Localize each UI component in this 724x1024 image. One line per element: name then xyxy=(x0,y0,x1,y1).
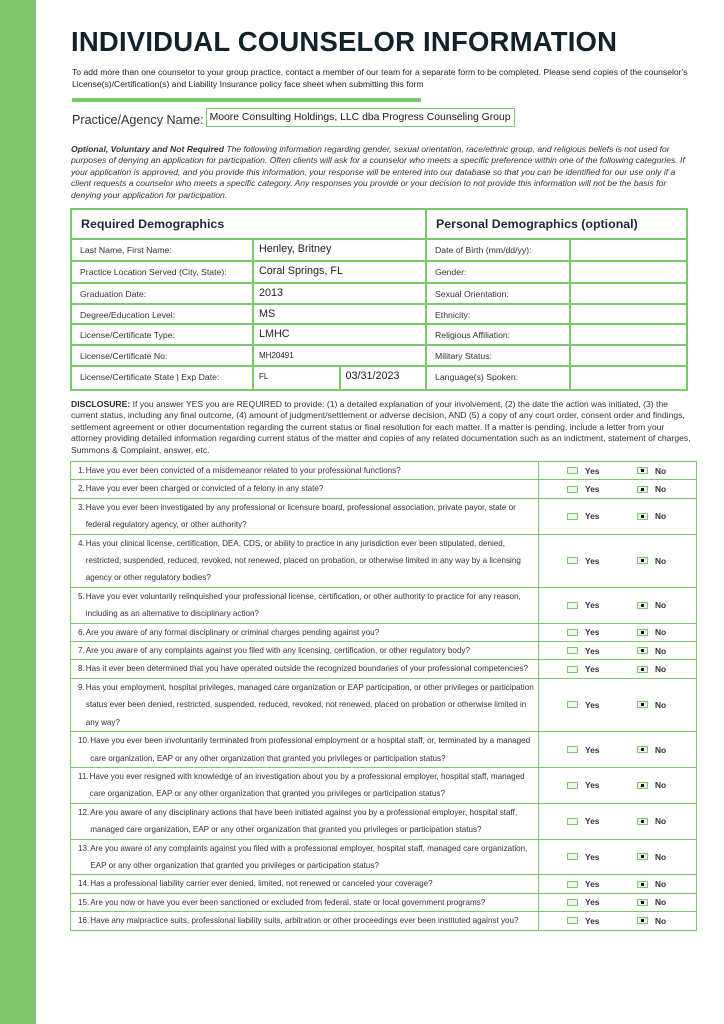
yes-label: Yes xyxy=(585,627,600,638)
graduation-date-field[interactable]: 2013 xyxy=(259,287,284,299)
question-text-cell xyxy=(71,535,539,587)
personal-demographics-title: Personal Demographics (optional) xyxy=(427,210,686,240)
no-option[interactable] xyxy=(637,556,666,566)
no-option[interactable] xyxy=(637,916,666,926)
question-text-cell xyxy=(71,894,539,911)
question-row xyxy=(71,679,696,732)
no-checkbox[interactable] xyxy=(637,486,648,493)
no-checkbox[interactable] xyxy=(637,899,648,906)
field-label: Graduation Date: xyxy=(72,284,254,303)
answer-cell xyxy=(539,588,696,623)
demo-row-orientation xyxy=(427,284,686,305)
disclosure-text xyxy=(71,399,697,456)
yes-checkbox[interactable] xyxy=(567,899,578,906)
question-text: Have you ever been involuntarily terminated from professional employment or a hospital staff, or, terminated by a managed care organization, EAP or any other organization that granted you privileges or participation status? xyxy=(90,736,531,763)
no-label: No xyxy=(655,744,667,755)
gender-field[interactable] xyxy=(571,262,686,282)
no-option[interactable] xyxy=(637,780,666,790)
required-demographics-title: Required Demographics xyxy=(72,210,425,240)
no-option[interactable] xyxy=(637,745,666,755)
no-option[interactable] xyxy=(637,852,666,862)
no-option[interactable] xyxy=(637,627,666,637)
ethnicity-field[interactable] xyxy=(571,305,686,324)
optional-notice-text: The following information regarding gender, sexual orientation, race/ethnic group, and religious beliefs is not used for purposes of denying an application for participation. Often clients will ask for a counselor who meets a specific preference within one of the following categories. If your application is approved, and you provide this information, your response will be entered into our database so that you can be identified for our use only if a client requests a counselor who meets a specific category. Any responses you provide or your decision to not provide this information will not be the basis for denying your application for participation. xyxy=(71,144,685,200)
answer-cell xyxy=(539,499,696,534)
license-exp-date-field[interactable]: 03/31/2023 xyxy=(345,369,400,382)
demo-row-degree xyxy=(72,305,425,326)
no-checkbox[interactable] xyxy=(637,602,648,609)
question-text: Have you ever been charged or convicted of a felony in any state? xyxy=(85,484,324,494)
field-label: Practice Location Served (City, State): xyxy=(72,262,254,282)
yes-checkbox[interactable] xyxy=(567,782,578,789)
question-number: 12. xyxy=(78,807,90,817)
question-text: Has your clinical license, certification, DEA, CDS, or ability to practice in any jurisdiction ever been stipulated, denied, restricted, suspended, reduced, revoked, not renewed, placed on probation, or otherwise limited in any way by a licensing agency or other regulatory bodies? xyxy=(85,538,521,583)
question-number: 14. xyxy=(78,879,90,889)
question-row xyxy=(71,642,696,660)
question-row xyxy=(71,912,696,929)
question-text-cell xyxy=(71,624,539,641)
no-checkbox[interactable] xyxy=(637,853,648,860)
yes-label: Yes xyxy=(585,897,600,908)
practice-name-label: Practice/Agency Name: xyxy=(72,113,204,127)
no-checkbox[interactable] xyxy=(637,513,648,520)
answer-cell xyxy=(539,642,696,659)
languages-field[interactable] xyxy=(571,367,686,389)
question-row xyxy=(71,840,696,876)
demo-row-name xyxy=(72,240,425,262)
field-label: Language(s) Spoken: xyxy=(427,367,571,389)
question-number: 16. xyxy=(78,916,90,926)
question-text: Have you ever been convicted of a misdemeanor related to your professional functions? xyxy=(85,466,401,475)
yes-label: Yes xyxy=(585,511,600,522)
answer-cell xyxy=(539,624,696,641)
answer-cell xyxy=(539,462,696,479)
disclosure-lead: DISCLOSURE: xyxy=(71,399,131,409)
name-field[interactable]: Henley, Britney xyxy=(259,243,332,255)
question-text-cell xyxy=(71,679,539,731)
question-text-cell xyxy=(71,642,539,659)
question-number: 11. xyxy=(78,771,89,781)
demo-row-license-no xyxy=(72,346,425,367)
question-row xyxy=(71,768,696,804)
no-option[interactable] xyxy=(637,897,666,907)
yes-checkbox[interactable] xyxy=(567,486,578,493)
sexual-orientation-field[interactable] xyxy=(571,284,686,303)
question-text-cell xyxy=(71,875,539,892)
question-text-cell xyxy=(71,660,539,677)
no-label: No xyxy=(655,780,667,791)
question-text: Has it ever been determined that you have operated outside the recognized boundaries of your professional competencies? xyxy=(85,664,529,674)
question-text: Have you ever resigned with knowledge of an investigation about you by a professional employer, hospital staff, managed care organization, EAP or any other organization that granted you privileges or participation status? xyxy=(89,771,525,799)
field-label: Last Name, First Name: xyxy=(72,240,254,260)
yes-checkbox[interactable] xyxy=(567,513,578,520)
location-field[interactable]: Coral Springs, FL xyxy=(259,265,344,277)
yes-option[interactable] xyxy=(567,780,637,790)
answer-cell xyxy=(539,732,696,767)
yes-checkbox[interactable] xyxy=(567,467,578,474)
question-text-cell xyxy=(71,480,539,497)
question-text: Has your employment, hospital privileges, managed care organization or EAP participation, or other privileges or participation status ever been denied, restricted, suspended, reduced, revoked, not renewed, placed on probation or otherwise limited in any way? xyxy=(85,682,534,727)
answer-cell xyxy=(539,679,696,731)
field-label: Military Status: xyxy=(427,346,571,365)
field-label: Degree/Education Level: xyxy=(72,305,254,324)
question-number: 6. xyxy=(78,627,85,637)
question-number: 10. xyxy=(78,736,90,746)
yes-label: Yes xyxy=(585,465,600,476)
no-checkbox[interactable] xyxy=(637,881,648,888)
yes-label: Yes xyxy=(585,780,600,791)
no-option[interactable] xyxy=(637,816,666,826)
question-text: Are you aware of any disciplinary actions that have been initiated against you by a professional employer, hospital staff, managed care organization, EAP or any other organization that granted you privileges or participation status? xyxy=(90,807,518,835)
demo-row-gender xyxy=(427,262,686,284)
no-label: No xyxy=(655,879,667,890)
question-text-cell xyxy=(71,588,539,623)
yes-label: Yes xyxy=(585,645,600,656)
demo-row-license-state-exp xyxy=(72,367,425,389)
practice-name-field[interactable]: Moore Consulting Holdings, LLC dba Progress Counseling Group xyxy=(206,108,515,127)
no-checkbox[interactable] xyxy=(637,917,648,924)
no-checkbox[interactable] xyxy=(637,666,648,673)
yes-option[interactable] xyxy=(567,664,637,674)
no-label: No xyxy=(655,897,667,908)
military-status-field[interactable] xyxy=(571,346,686,365)
demo-row-languages xyxy=(427,367,686,389)
yes-checkbox[interactable] xyxy=(567,917,578,924)
question-row xyxy=(71,894,696,912)
yes-option[interactable] xyxy=(567,646,637,656)
intro-text: To add more than one counselor to your group practice, contact a member of our team for a separate form to be completed. Please send copies of the counselor's License(s)/Certification(s) and Liability Insurance policy face sheet when submitting this form xyxy=(72,67,688,89)
no-checkbox[interactable] xyxy=(637,782,648,789)
no-label: No xyxy=(655,915,667,926)
question-text-cell xyxy=(71,499,539,534)
answer-cell xyxy=(539,875,696,892)
personal-demographics-table xyxy=(425,208,688,391)
no-checkbox[interactable] xyxy=(637,746,648,753)
yes-checkbox[interactable] xyxy=(567,818,578,825)
no-label: No xyxy=(655,484,667,495)
optional-notice xyxy=(71,144,697,201)
demo-row-location xyxy=(72,262,425,284)
no-label: No xyxy=(655,465,667,476)
yes-option[interactable] xyxy=(567,627,637,637)
answer-cell xyxy=(539,535,696,587)
question-row xyxy=(71,875,696,893)
yes-label: Yes xyxy=(585,816,600,827)
yes-label: Yes xyxy=(585,699,600,710)
question-row xyxy=(71,804,696,840)
demo-row-dob xyxy=(427,240,686,262)
practice-name-row xyxy=(72,109,515,131)
question-row xyxy=(71,535,696,588)
license-state-field[interactable]: FL xyxy=(254,367,341,389)
green-side-strip xyxy=(0,0,36,1024)
yes-option[interactable] xyxy=(567,700,637,710)
yes-checkbox[interactable] xyxy=(567,557,578,564)
no-label: No xyxy=(655,511,667,522)
yes-option[interactable] xyxy=(567,879,637,889)
yes-option[interactable] xyxy=(567,745,637,755)
yes-checkbox[interactable] xyxy=(567,881,578,888)
yes-label: Yes xyxy=(585,484,600,495)
question-text: Are you aware of any formal disciplinary or criminal charges pending against you? xyxy=(85,627,380,637)
religious-affiliation-field[interactable] xyxy=(571,325,686,344)
yes-checkbox[interactable] xyxy=(567,746,578,753)
no-label: No xyxy=(655,627,667,638)
no-label: No xyxy=(655,555,667,566)
license-type-field[interactable]: LMHC xyxy=(259,328,290,341)
no-option[interactable] xyxy=(637,466,666,476)
field-label: License/Certificate Type: xyxy=(72,325,254,344)
no-option[interactable] xyxy=(637,879,666,889)
field-label: Sexual Orientation: xyxy=(427,284,571,303)
question-text: Are you now or have you ever been sanctioned or excluded from federal, state or local government programs? xyxy=(90,897,486,907)
yes-checkbox[interactable] xyxy=(567,647,578,654)
answer-cell xyxy=(539,768,696,803)
question-text-cell xyxy=(71,912,539,929)
demo-row-religion xyxy=(427,325,686,346)
no-label: No xyxy=(655,699,667,710)
yes-label: Yes xyxy=(585,915,600,926)
question-number: 13. xyxy=(78,843,90,853)
yes-checkbox[interactable] xyxy=(567,666,578,673)
yes-option[interactable] xyxy=(567,897,637,907)
question-number: 4. xyxy=(78,538,85,548)
yes-option[interactable] xyxy=(567,600,637,610)
field-label: Religious Affiliation: xyxy=(427,325,571,344)
question-row xyxy=(71,588,696,624)
question-number: 1. xyxy=(78,466,85,475)
yes-checkbox[interactable] xyxy=(567,602,578,609)
no-option[interactable] xyxy=(637,700,666,710)
field-label: License/Certificate No: xyxy=(72,346,254,365)
yes-label: Yes xyxy=(585,744,600,755)
license-number-field[interactable]: MH20491 xyxy=(259,351,294,361)
question-number: 2. xyxy=(78,484,85,494)
yes-option[interactable] xyxy=(567,556,637,566)
no-label: No xyxy=(655,645,667,656)
yes-option[interactable] xyxy=(567,466,637,476)
question-number: 5. xyxy=(78,591,85,601)
question-text: Have you ever been investigated by any professional or licensure board, professional association, private payor, state or federal regulatory agency, or other authority? xyxy=(85,502,516,530)
yes-label: Yes xyxy=(585,851,600,862)
yes-label: Yes xyxy=(585,555,600,566)
question-number: 7. xyxy=(78,646,85,656)
question-row xyxy=(71,624,696,642)
question-text-cell xyxy=(71,840,539,875)
no-checkbox[interactable] xyxy=(637,557,648,564)
demo-row-license-type xyxy=(72,325,425,346)
question-text-cell xyxy=(71,732,539,767)
yes-option[interactable] xyxy=(567,916,637,926)
disclosure-questions-table xyxy=(70,461,697,931)
optional-notice-lead: Optional, Voluntary and Not Required xyxy=(71,144,224,154)
question-text: Has a professional liability carrier ever denied, limited, not renewed or canceled your coverage? xyxy=(90,879,433,889)
no-option[interactable] xyxy=(637,511,666,521)
no-checkbox[interactable] xyxy=(637,467,648,474)
field-label: License/Certificate State | Exp Date: xyxy=(72,367,254,389)
yes-checkbox[interactable] xyxy=(567,701,578,708)
answer-cell xyxy=(539,894,696,911)
question-text-cell xyxy=(71,768,539,803)
question-number: 9. xyxy=(78,682,85,692)
question-text-cell xyxy=(71,462,539,479)
question-row xyxy=(71,660,696,678)
answer-cell xyxy=(539,804,696,839)
question-row xyxy=(71,462,696,480)
no-label: No xyxy=(655,664,667,675)
question-text: Have you ever voluntarily relinquished your professional license, certification, or other authority to practice for any reason, including as an alternative to disciplinary action? xyxy=(85,591,521,619)
yes-checkbox[interactable] xyxy=(567,629,578,636)
field-label: Date of Birth (mm/dd/yy): xyxy=(427,240,571,260)
answer-cell xyxy=(539,912,696,929)
no-option[interactable] xyxy=(637,484,666,494)
field-label: Gender: xyxy=(427,262,571,282)
yes-label: Yes xyxy=(585,879,600,890)
no-checkbox[interactable] xyxy=(637,818,648,825)
no-label: No xyxy=(655,600,667,611)
question-number: 15. xyxy=(78,897,90,907)
question-text: Are you aware of any complaints against you filed with a professional employer, hospital staff, managed care organization, EAP or any other organization that granted you privileges or participation status? xyxy=(90,843,528,870)
question-text: Are you aware of any complaints against you filed with any licensing, certification, or other regulatory body? xyxy=(85,646,470,656)
yes-checkbox[interactable] xyxy=(567,853,578,860)
required-demographics-table xyxy=(70,208,427,391)
field-label: Ethnicity: xyxy=(427,305,571,324)
yes-option[interactable] xyxy=(567,816,637,826)
answer-cell xyxy=(539,480,696,497)
yes-label: Yes xyxy=(585,600,600,611)
no-option[interactable] xyxy=(637,600,666,610)
question-text-cell xyxy=(71,804,539,839)
dob-field[interactable] xyxy=(571,240,686,260)
yes-option[interactable] xyxy=(567,511,637,521)
no-checkbox[interactable] xyxy=(637,647,648,654)
no-label: No xyxy=(655,816,667,827)
degree-field[interactable]: MS xyxy=(259,307,276,320)
answer-cell xyxy=(539,840,696,875)
question-number: 3. xyxy=(78,502,85,512)
question-text: Have any malpractice suits, professional liability suits, arbitration or other proceedings ever been instituted against you? xyxy=(90,916,519,926)
disclosure-body: If you answer YES you are REQUIRED to provide: (1) a detailed explanation of your involvement, (2) the date the action was initiated, (3) the current status, including any final outcome, (4) amount of judgment/settlement or adverse decision, AND (5) a copy of any court order, consent order and findings, settlement agreement or other documentation regarding the current status or final resolution for each matter. If a matter is pending, include a letter from your attorney providing detailed information regarding current status of the matter and copies of any related documentation such as an indictment, statement of charges, Summons & Complaint, answer, etc. xyxy=(71,399,691,455)
page-title: INDIVIDUAL COUNSELOR INFORMATION xyxy=(71,26,618,57)
question-row xyxy=(71,480,696,498)
demo-row-military xyxy=(427,346,686,367)
no-checkbox[interactable] xyxy=(637,701,648,708)
yes-label: Yes xyxy=(585,664,600,675)
yes-option[interactable] xyxy=(567,852,637,862)
no-option[interactable] xyxy=(637,664,666,674)
green-divider xyxy=(72,98,421,102)
no-label: No xyxy=(655,851,667,862)
question-row xyxy=(71,732,696,768)
no-checkbox[interactable] xyxy=(637,629,648,636)
demo-row-graduation xyxy=(72,284,425,305)
answer-cell xyxy=(539,660,696,677)
yes-option[interactable] xyxy=(567,484,637,494)
no-option[interactable] xyxy=(637,646,666,656)
question-number: 8. xyxy=(78,664,85,674)
question-row xyxy=(71,499,696,535)
demo-row-ethnicity xyxy=(427,305,686,326)
